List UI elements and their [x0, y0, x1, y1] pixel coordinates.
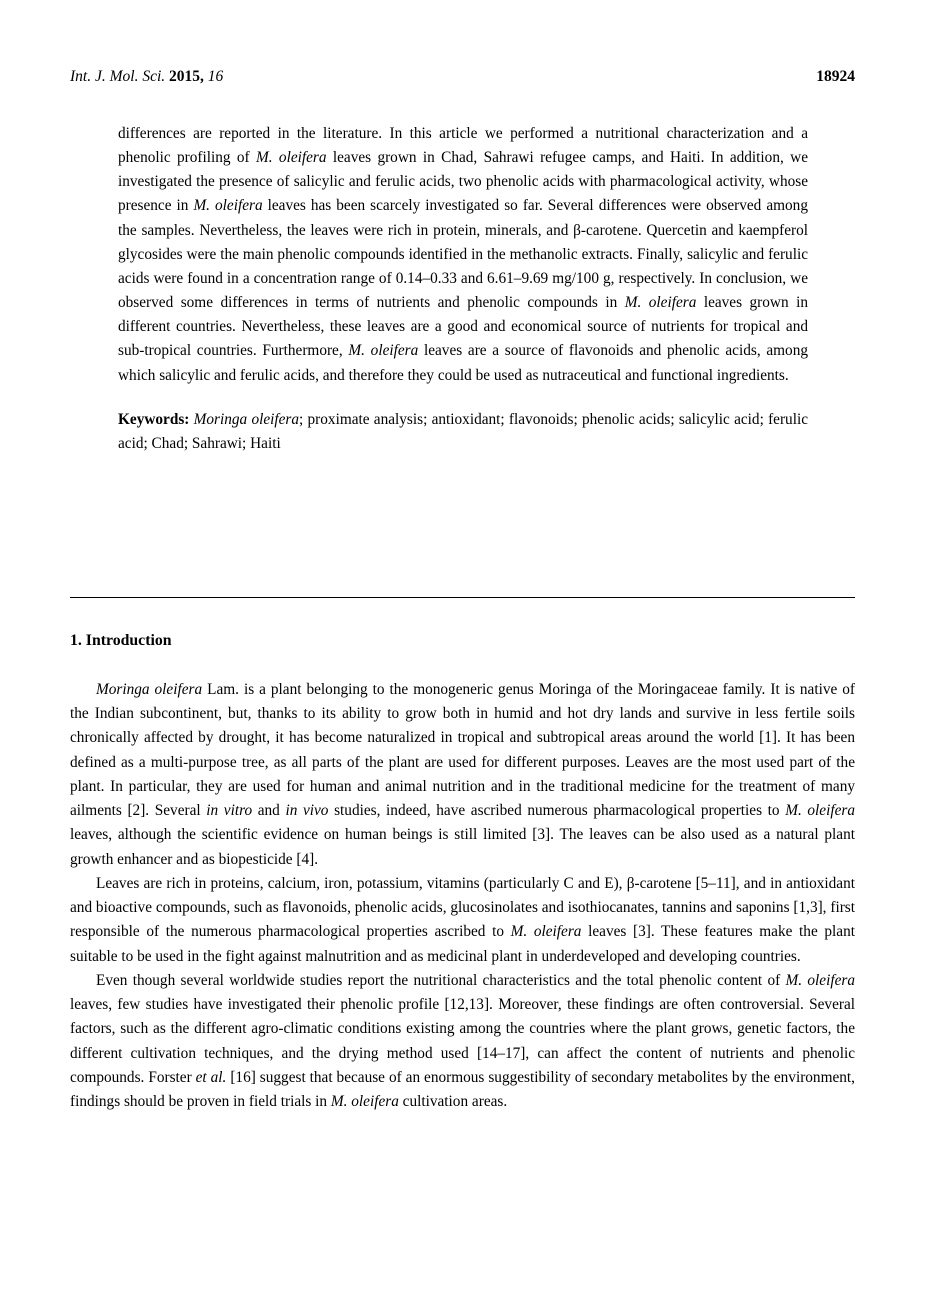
keywords-label: Keywords: [118, 410, 190, 428]
page-header [70, 68, 855, 86]
volume-number: 16 [207, 68, 224, 85]
page-number: 18924 [816, 68, 855, 85]
journal-name: Int. J. Mol. Sci. [70, 68, 166, 85]
abstract-paragraph: differences are reported in the literature. In this article we performed a nutritional characterization and a phenolic profiling of M. oleifera leaves grown in Chad, Sahrawi refugee camps, and Haiti. In addition, we investigated the presence of salicylic and ferulic acids, two phenolic acids with pharmacological activity, whose presence in M. oleifera leaves has been scarcely investigated so far. Several differences were observed among the samples. Nevertheless, the leaves were rich in protein, minerals, and β-carotene. Quercetin and kaempferol glycosides were the main phenolic compounds identified in the methanolic extracts. Finally, salicylic and ferulic acids were found in a concentration range of 0.14–0.33 and 6.61–9.69 mg/100 g, respectively. In conclusion, we observed some differences in terms of nutrients and phenolic compounds in M. oleifera leaves grown in different countries. Nevertheless, these leaves are a good and economical source of nutrients for tropical and sub-tropical countries. Furthermore, M. oleifera leaves are a source of flavonoids and phenolic acids, among which salicylic and ferulic acids, and therefore they could be used as nutraceutical and functional ingredients. [118, 125, 808, 384]
horizontal-divider [70, 597, 855, 598]
paragraph: Even though several worldwide studies report the nutritional characteristics and the total phenolic content of M. oleifera leaves, few studies have investigated their phenolic profile [12,13]. Moreover, these findings are often controversial. Several factors, such as the different agro-climatic conditions existing among the countries where the plant grows, genetic factors, the different cultivation techniques, and the drying method used [14–17], can affect the content of nutrients and phenolic compounds. Forster et al. [16] suggest that because of an enormous suggestibility of secondary metabolites by the environment, findings should be proven in field trials in M. oleifera cultivation areas. [70, 971, 855, 1110]
section-heading-introduction: 1. Introduction [70, 632, 172, 649]
keywords-text: Moringa oleifera; proximate analysis; antioxidant; flavonoids; phenolic acids; salicylic acid; ferulic acid; Chad; Sahrawi; Haiti [118, 410, 808, 452]
introduction-body [70, 678, 855, 1114]
paragraph: Moringa oleifera Lam. is a plant belonging to the monogeneric genus Moringa of the Moringaceae family. It is native of the Indian subcontinent, but, thanks to its ability to grow both in humid and hot dry lands and survive in less fertile soils chronically affected by drought, it has become naturalized in tropical and subtropical areas around the world [1]. It has been defined as a multi-purpose tree, as all parts of the plant are used for different purposes. Leaves are the most used part of the plant. In particular, they are used for human and animal nutrition and in the traditional medicine for the treatment of many ailments [2]. Several in vitro and in vivo studies, indeed, have ascribed numerous pharmacological properties to M. oleifera leaves, although the scientific evidence on human beings is still limited [3]. The leaves can be also used as a natural plant growth enhancer and as biopesticide [4]. [70, 681, 855, 868]
publication-year: 2015 [169, 68, 201, 85]
paragraph: Leaves are rich in proteins, calcium, iron, potassium, vitamins (particularly C and E), β-carotene [5–11], and in antioxidant and bioactive compounds, such as flavonoids, phenolic acids, glucosinolates and isothiocanates, tannins and saponins [1,3], first responsible of the numerous pharmacological properties ascribed to M. oleifera leaves [3]. These features make the plant suitable to be used in the fight against malnutrition and as medicinal plant in underdeveloped and developing countries. [70, 874, 855, 965]
journal-citation: Int. J. Mol. Sci. 2015, 16 [70, 68, 224, 85]
abstract-section [118, 122, 808, 456]
keywords-line [118, 408, 808, 456]
